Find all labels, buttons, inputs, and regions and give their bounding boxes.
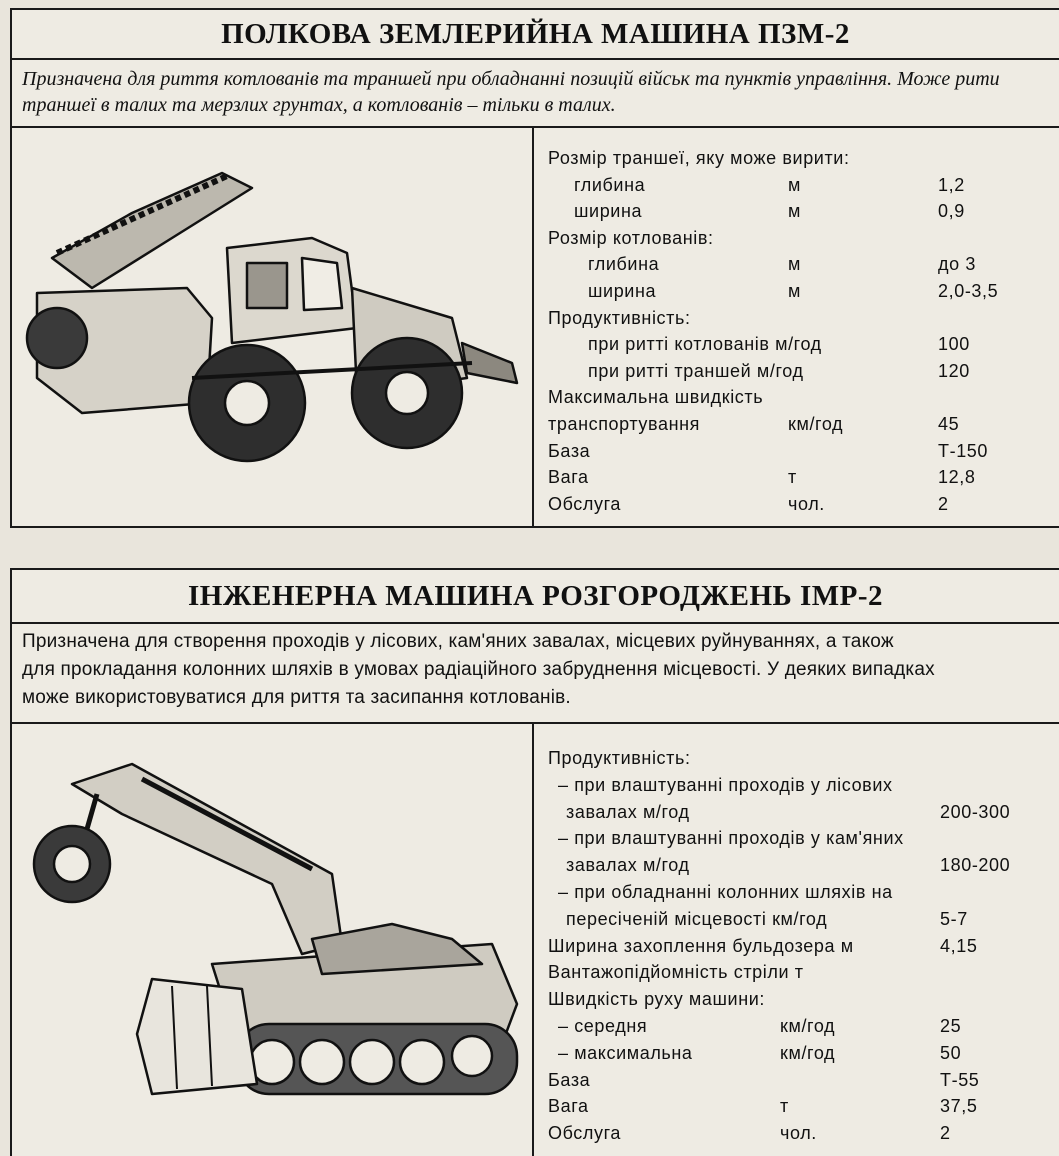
pzm-machine-illustration <box>12 128 532 526</box>
spec-value: 4,15 <box>940 935 978 956</box>
spec-unit: км/год <box>780 1042 836 1063</box>
imr-description <box>12 624 1059 724</box>
spec-row <box>548 962 1059 988</box>
spec-unit: м <box>788 254 801 275</box>
spec-label: при ритті котлованів м/год <box>588 334 822 355</box>
spec-value: 2,0-3,5 <box>938 281 999 301</box>
spec-label: завалах м/год <box>566 801 690 822</box>
spec-label: База <box>548 1069 591 1090</box>
spec-row <box>548 748 1059 774</box>
spec-label: Ширина захоплення бульдозера м <box>548 935 854 956</box>
imr-title: ІНЖЕНЕРНА МАШИНА РОЗГОРОДЖЕНЬ ІМР-2 <box>12 570 1059 624</box>
spec-label: транспортування <box>548 414 701 434</box>
spec-row <box>548 909 1059 935</box>
spec-row <box>548 802 1059 828</box>
spec-value: 120 <box>938 360 970 381</box>
spec-label: Вага <box>548 1096 589 1117</box>
spec-value: 50 <box>940 1042 962 1063</box>
spec-row <box>548 855 1059 881</box>
spec-label: – при влаштуванні проходів у лісових <box>558 774 893 795</box>
spec-label: Вантажопідйомність стріли т <box>548 962 804 983</box>
spec-value: 45 <box>938 414 960 434</box>
spec-value: 1,2 <box>938 174 965 195</box>
spec-row <box>548 775 1059 801</box>
spec-unit: м <box>788 201 801 222</box>
spec-label: – максимальна <box>558 1042 693 1063</box>
spec-value: до 3 <box>938 254 976 275</box>
imr-panel <box>10 568 1059 1156</box>
spec-row <box>548 281 1059 307</box>
spec-row <box>548 828 1059 854</box>
pzm-column-divider <box>532 128 534 526</box>
spec-label: глибина <box>588 254 660 275</box>
spec-value: 2 <box>938 493 949 514</box>
spec-unit: м <box>788 174 801 195</box>
spec-row <box>548 148 1059 174</box>
spec-label: Вага <box>548 467 589 488</box>
pzm-panel <box>10 8 1059 528</box>
spec-unit: м <box>788 281 801 301</box>
spec-label: Обслуга <box>548 493 621 514</box>
spec-value: 180-200 <box>940 855 1011 876</box>
spec-row <box>548 1043 1059 1069</box>
spec-value: 2 <box>940 1123 951 1144</box>
pzm-body <box>12 128 1059 526</box>
spec-value: 5-7 <box>940 908 968 929</box>
spec-value: 200-300 <box>940 801 1011 822</box>
spec-row <box>548 989 1059 1015</box>
spec-row <box>548 1016 1059 1042</box>
spec-label: Розмір траншеї, яку може вирити: <box>548 148 850 168</box>
spec-label: – при обладнанні колонних шляхів на <box>558 882 893 902</box>
imr-column-divider <box>532 724 534 1156</box>
imr-description-line: для прокладання колонних шляхів в умовах радіаційного забруднення місцевості. У деяких випадках <box>22 659 935 680</box>
spec-value: 100 <box>938 334 970 355</box>
spec-label: База <box>548 440 591 461</box>
spec-value: Т-55 <box>940 1069 980 1090</box>
pzm-description: Призначена для риття котлованів та траншей при обладнанні позицій військ та пунктів управління. Може рити траншеї в талих та мерзлих грунтах, а котлованів – тільки в талих. <box>12 60 1059 128</box>
spec-value: 0,9 <box>938 201 965 222</box>
spec-label: Розмір котлованів: <box>548 227 714 248</box>
spec-row <box>548 414 1059 440</box>
spec-label: глибина <box>574 174 646 195</box>
spec-row <box>548 936 1059 962</box>
spec-label: Обслуга <box>548 1123 621 1144</box>
spec-row <box>548 387 1059 413</box>
imr-body <box>12 724 1059 1156</box>
spec-unit: км/год <box>788 414 844 434</box>
spec-label: Швидкість руху машини: <box>548 989 766 1010</box>
spec-row <box>548 175 1059 201</box>
spec-value: 37,5 <box>940 1096 978 1117</box>
spec-row <box>548 1070 1059 1096</box>
pzm-title: ПОЛКОВА ЗЕМЛЕРИЙНА МАШИНА ПЗМ-2 <box>12 10 1059 60</box>
spec-label: Продуктивність: <box>548 748 691 768</box>
spec-unit: т <box>780 1096 789 1117</box>
spec-label: Максимальна швидкість <box>548 387 764 408</box>
spec-row <box>548 308 1059 334</box>
spec-row <box>548 201 1059 227</box>
imr-description-line: може використовуватися для риття та засипання котлованів. <box>22 687 571 708</box>
spec-label: при ритті траншей м/год <box>588 360 804 381</box>
spec-row <box>548 254 1059 280</box>
spec-label: пересіченій місцевості км/год <box>566 908 828 929</box>
spec-label: Продуктивність: <box>548 307 691 328</box>
spec-label: завалах м/год <box>566 855 690 876</box>
imr-description-line: Призначена для створення проходів у лісових, кам'яних завалах, місцевих руйнуваннях, а також <box>22 631 894 652</box>
spec-row <box>548 228 1059 254</box>
spec-unit: км/год <box>780 1016 836 1036</box>
spec-row <box>548 361 1059 387</box>
spec-row <box>548 1123 1059 1149</box>
spec-label: ширина <box>588 281 657 301</box>
spec-row <box>548 334 1059 360</box>
spec-row <box>548 467 1059 493</box>
spec-row <box>548 494 1059 520</box>
spec-label: – при влаштуванні проходів у кам'яних <box>558 828 904 849</box>
spec-value: Т-150 <box>938 440 989 461</box>
spec-unit: т <box>788 467 797 488</box>
spec-label: ширина <box>574 201 643 222</box>
spec-row <box>548 1096 1059 1122</box>
spec-value: 12,8 <box>938 467 976 488</box>
spec-row <box>548 882 1059 908</box>
spec-unit: чол. <box>788 493 825 514</box>
spec-row <box>548 441 1059 467</box>
spec-value: 25 <box>940 1016 962 1036</box>
spec-label: – середня <box>558 1016 648 1036</box>
imr-machine-illustration <box>12 724 532 1156</box>
spec-unit: чол. <box>780 1123 817 1144</box>
